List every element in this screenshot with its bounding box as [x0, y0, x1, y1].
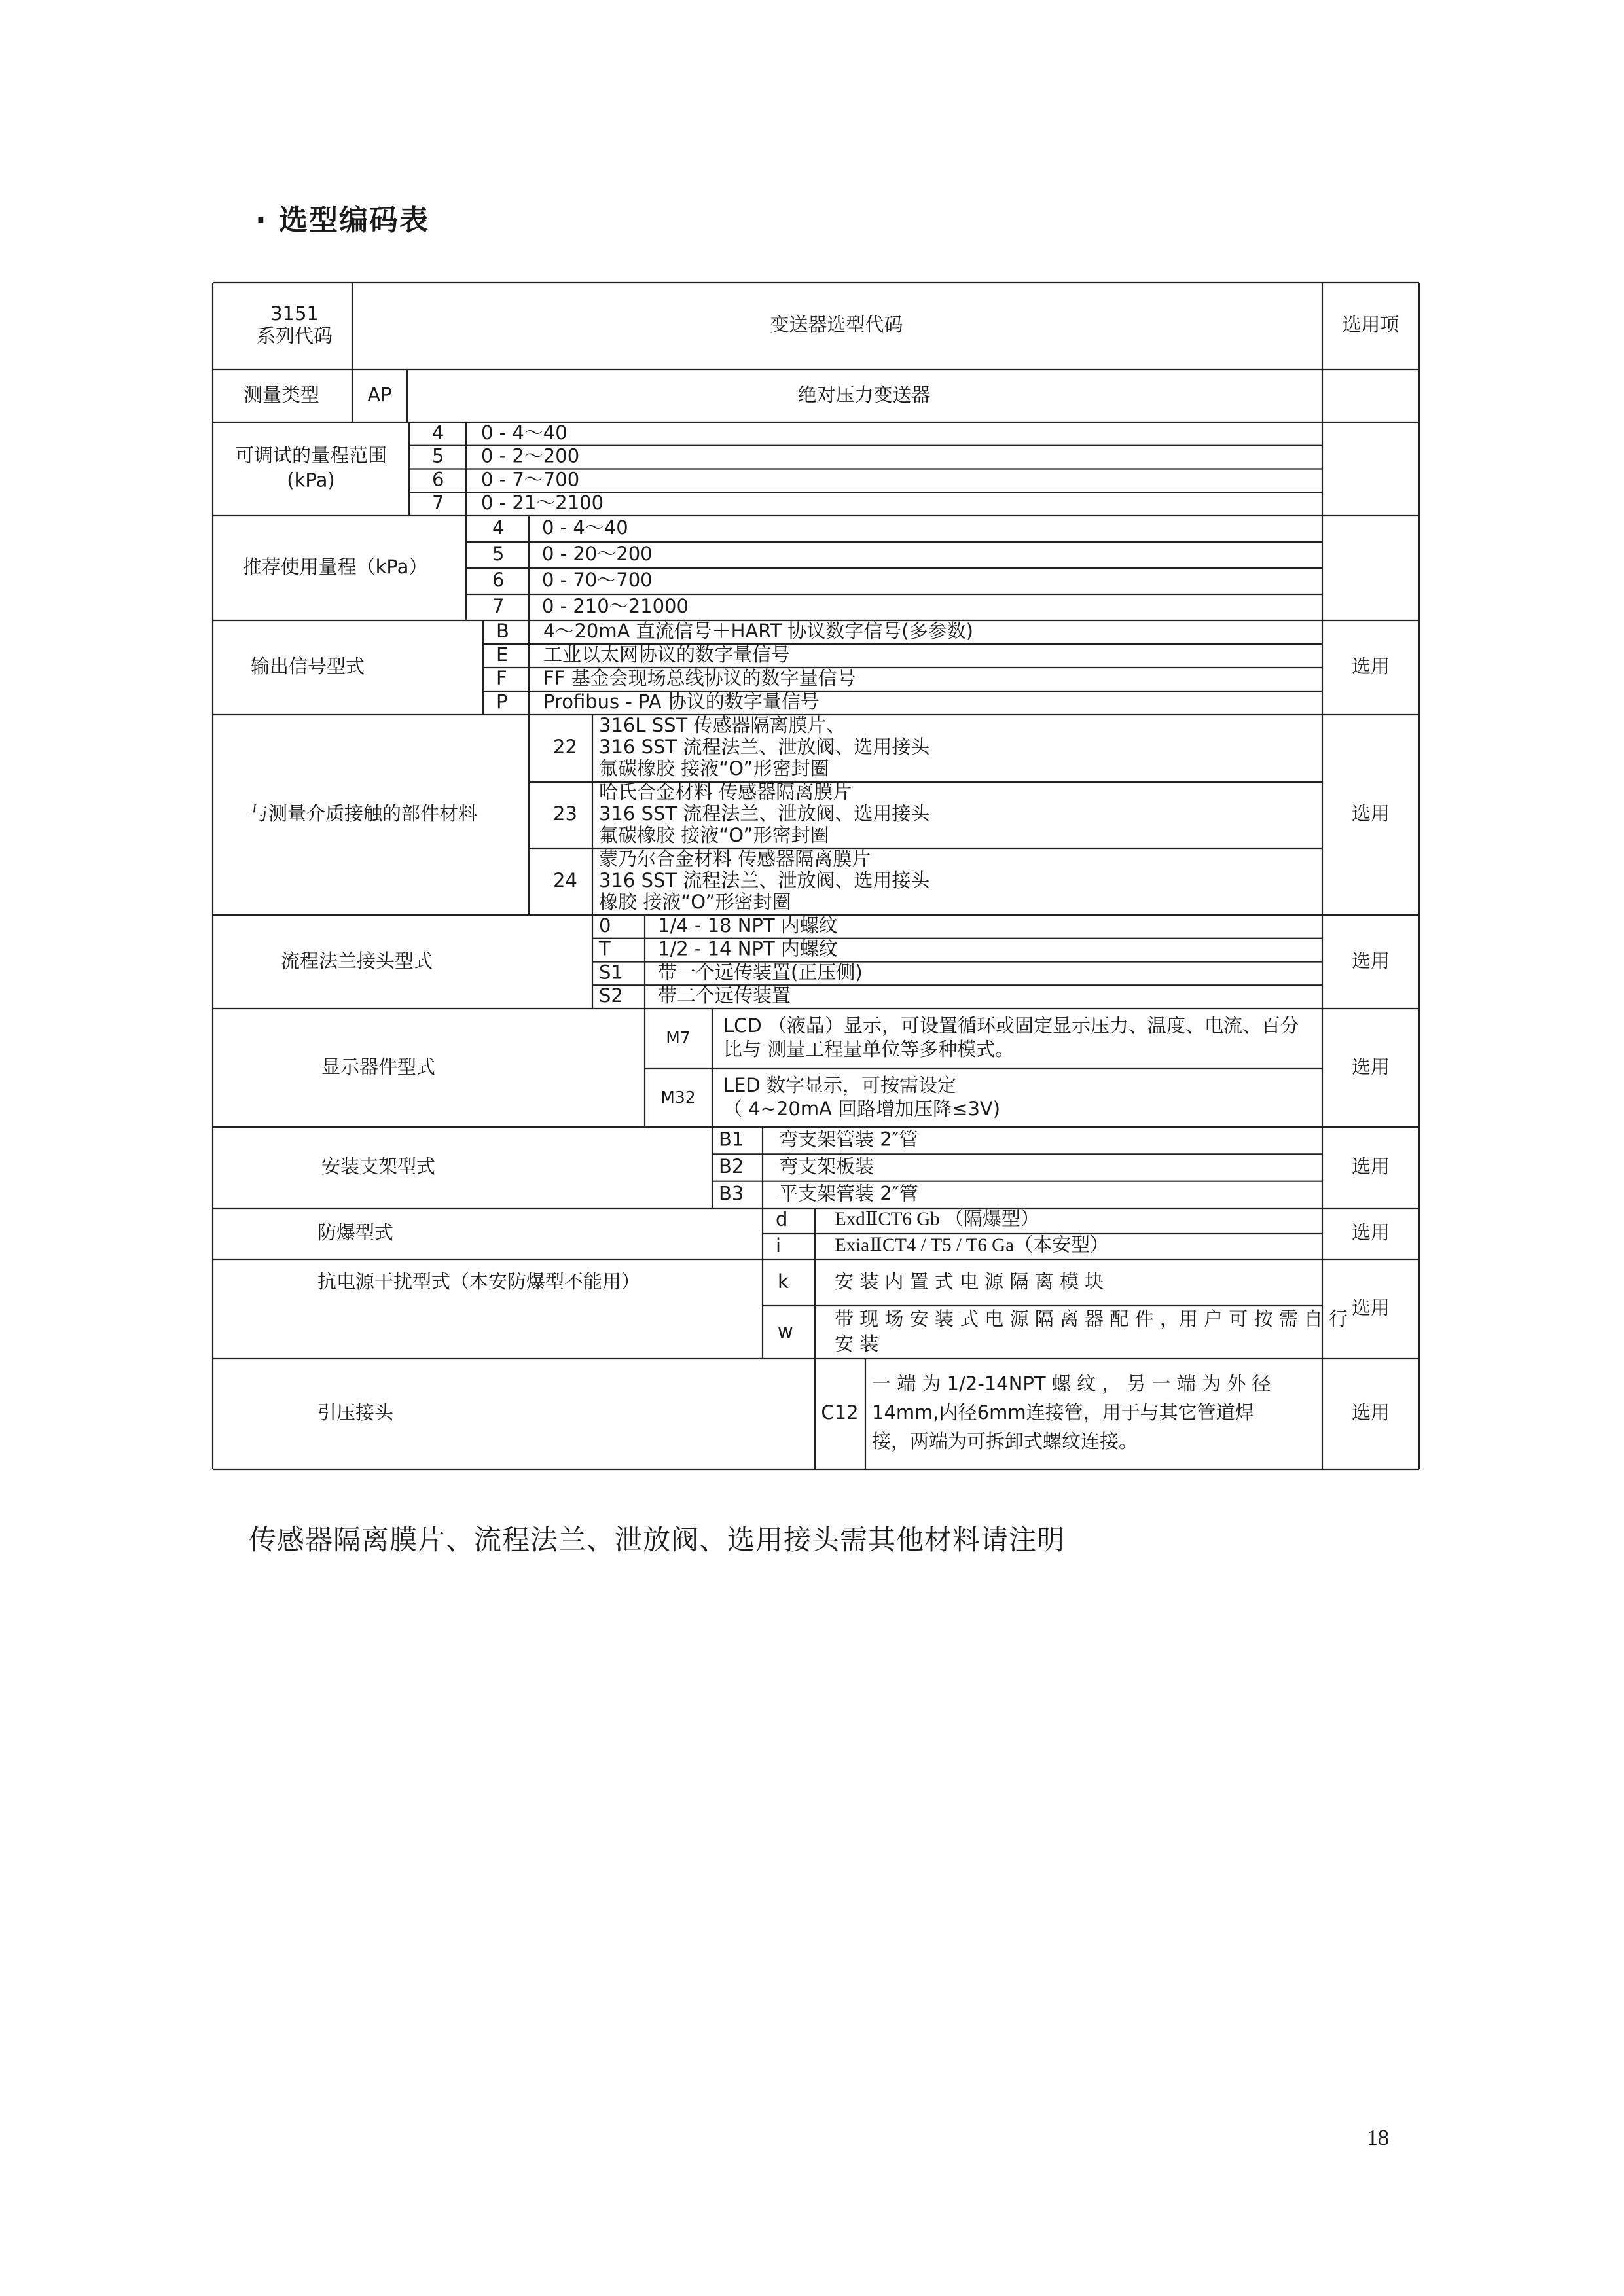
- series-code-header: 系列代码: [256, 325, 333, 347]
- wetted-material-desc: 316 SST 流程法兰、泄放阀、选用接头: [599, 736, 930, 758]
- option-header: 选用项: [1342, 314, 1399, 336]
- interference-type-code: w: [778, 1320, 793, 1342]
- model-code-header: 变送器选型代码: [770, 314, 903, 336]
- output-signal-desc: 4～20mA 直流信号＋HART 协议数字信号(多参数): [543, 620, 973, 642]
- bracket-type-desc: 弯支架板装: [779, 1155, 875, 1177]
- flange-connection-label: 流程法兰接头型式: [280, 950, 433, 972]
- page-title: · 选型编码表: [255, 204, 430, 237]
- recommended-range-label: 推荐使用量程（kPa）: [242, 556, 428, 578]
- explosion-type-label: 防爆型式: [317, 1221, 394, 1244]
- measurement-type-desc: 绝对压力变送器: [797, 384, 931, 406]
- interference-type-desc: 安 装: [835, 1333, 879, 1355]
- explosion-type-desc: ExiaⅡCT4 / T5 / T6 Ga（本安型）: [835, 1234, 1109, 1256]
- wetted-material-desc: 蒙乃尔合金材料 传感器隔离膜片: [599, 848, 871, 870]
- page-number: 18: [1367, 2126, 1389, 2150]
- adjustable-range-value: 0 - 7～700: [481, 468, 580, 491]
- output-signal-desc: FF 基金会现场总线协议的数字量信号: [543, 667, 856, 689]
- bracket-type-code: B3: [719, 1182, 744, 1205]
- measurement-type-code: AP: [367, 384, 392, 406]
- display-type-code: M32: [660, 1088, 696, 1107]
- output-signal-label: 输出信号型式: [250, 655, 365, 677]
- display-type-desc: LCD （液晶）显示，可设置循环或固定显示压力、温度、电流、百分: [723, 1014, 1299, 1037]
- interference-type-desc: 安 装 内 置 式 电 源 隔 离 模 块: [835, 1270, 1104, 1293]
- pressure-port-option: 选用: [1351, 1401, 1390, 1424]
- bracket-type-code: B1: [719, 1128, 744, 1151]
- bracket-type-option: 选用: [1351, 1155, 1390, 1177]
- pressure-port-label: 引压接头: [317, 1401, 394, 1424]
- adjustable-range-code: 6: [432, 468, 444, 491]
- pressure-port-desc: 接，两端为可拆卸式螺纹连接。: [872, 1430, 1138, 1452]
- flange-connection-option: 选用: [1351, 950, 1390, 972]
- adjustable-range-value: 0 - 4～40: [481, 421, 568, 444]
- output-signal-desc: 工业以太网协议的数字量信号: [543, 643, 791, 666]
- measurement-type-label: 测量类型: [243, 384, 320, 406]
- adjustable-range-code: 7: [432, 492, 444, 514]
- explosion-type-code: d: [776, 1208, 788, 1230]
- output-signal-code: P: [496, 691, 508, 713]
- adjustable-range-code: 5: [432, 444, 444, 467]
- output-signal-option: 选用: [1351, 655, 1390, 677]
- interference-type-desc: 带 现 场 安 装 式 电 源 隔 离 器 配 件 ，用 户 可 按 需 自 行: [835, 1308, 1348, 1330]
- pressure-port-desc: 一 端 为 1/2-14NPT 螺 纹 ， 另 一 端 为 外 径: [872, 1372, 1271, 1395]
- flange-connection-code: T: [599, 937, 611, 960]
- flange-connection-code: 0: [599, 914, 611, 937]
- adjustable-range-value: 0 - 2～200: [481, 444, 580, 467]
- recommended-range-code: 5: [492, 543, 505, 565]
- recommended-range-code: 6: [492, 569, 505, 591]
- recommended-range-value: 0 - 70～700: [542, 569, 653, 591]
- flange-connection-desc: 1/4 - 18 NPT 内螺纹: [658, 914, 838, 937]
- bracket-type-desc: 平支架管装 2″管: [779, 1182, 918, 1205]
- recommended-range-value: 0 - 210～21000: [542, 595, 689, 617]
- wetted-material-desc: 316 SST 流程法兰、泄放阀、选用接头: [599, 869, 930, 891]
- adjustable-range-value: 0 - 21～2100: [481, 492, 604, 514]
- wetted-material-desc: 氟碳橡胶 接液“O”形密封圈: [599, 824, 829, 846]
- output-signal-code: B: [496, 620, 509, 642]
- wetted-material-code: 22: [553, 736, 577, 758]
- display-type-code: M7: [666, 1028, 691, 1047]
- display-type-desc: LED 数字显示，可按需设定: [723, 1074, 957, 1096]
- bracket-type-label: 安装支架型式: [321, 1155, 436, 1177]
- wetted-material-desc: 316 SST 流程法兰、泄放阀、选用接头: [599, 802, 930, 825]
- recommended-range-value: 0 - 20～200: [542, 543, 653, 565]
- pressure-port-desc: 14mm,内径6mm连接管，用于与其它管道焊: [872, 1401, 1254, 1424]
- flange-connection-code: S1: [599, 961, 623, 984]
- recommended-range-code: 7: [492, 595, 505, 617]
- display-type-option: 选用: [1351, 1056, 1390, 1078]
- output-signal-code: F: [496, 667, 507, 689]
- interference-type-option: 选用: [1351, 1297, 1390, 1319]
- series-code-header: 3151: [270, 302, 319, 325]
- wetted-material-code: 23: [553, 802, 577, 825]
- wetted-material-option: 选用: [1351, 802, 1390, 825]
- interference-type-label: 抗电源干扰型式（本安防爆型不能用）: [317, 1270, 641, 1293]
- pressure-port-code: C12: [821, 1401, 859, 1424]
- flange-connection-desc: 带二个远传装置: [658, 984, 791, 1007]
- explosion-type-desc: ExdⅡCT6 Gb （隔爆型）: [835, 1208, 1039, 1230]
- flange-connection-desc: 1/2 - 14 NPT 内螺纹: [658, 937, 838, 960]
- wetted-material-desc: 316L SST 传感器隔离膜片、: [599, 714, 846, 736]
- display-type-desc: （ 4~20mA 回路增加压降≤3V): [723, 1098, 1001, 1120]
- output-signal-desc: Profibus - PA 协议的数字量信号: [543, 691, 820, 713]
- adjustable-range-code: 4: [432, 421, 444, 444]
- recommended-range-code: 4: [492, 516, 505, 539]
- explosion-type-code: i: [776, 1234, 782, 1257]
- wetted-material-desc: 哈氏合金材料 传感器隔离膜片: [599, 781, 852, 803]
- material-note: 传感器隔离膜片、流程法兰、泄放阀、选用接头需其他材料请注明: [249, 1524, 1066, 1556]
- adjustable-range-label: 可调试的量程范围: [234, 444, 388, 467]
- adjustable-range-label: (kPa): [287, 469, 335, 492]
- explosion-type-option: 选用: [1351, 1221, 1390, 1244]
- output-signal-code: E: [496, 643, 509, 666]
- wetted-material-label: 与测量介质接触的部件材料: [249, 802, 478, 825]
- wetted-material-desc: 橡胶 接液“O”形密封圈: [599, 891, 791, 913]
- wetted-material-desc: 氟碳橡胶 接液“O”形密封圈: [599, 757, 829, 780]
- recommended-range-value: 0 - 4～40: [542, 516, 628, 539]
- bracket-type-desc: 弯支架管装 2″管: [779, 1128, 918, 1151]
- interference-type-code: k: [778, 1270, 789, 1293]
- flange-connection-desc: 带一个远传装置(正压侧): [658, 961, 863, 984]
- display-type-desc: 比与 测量工程量单位等多种模式。: [723, 1038, 1015, 1060]
- bracket-type-code: B2: [719, 1155, 744, 1177]
- wetted-material-code: 24: [553, 869, 577, 891]
- flange-connection-code: S2: [599, 984, 623, 1007]
- display-type-label: 显示器件型式: [321, 1056, 436, 1078]
